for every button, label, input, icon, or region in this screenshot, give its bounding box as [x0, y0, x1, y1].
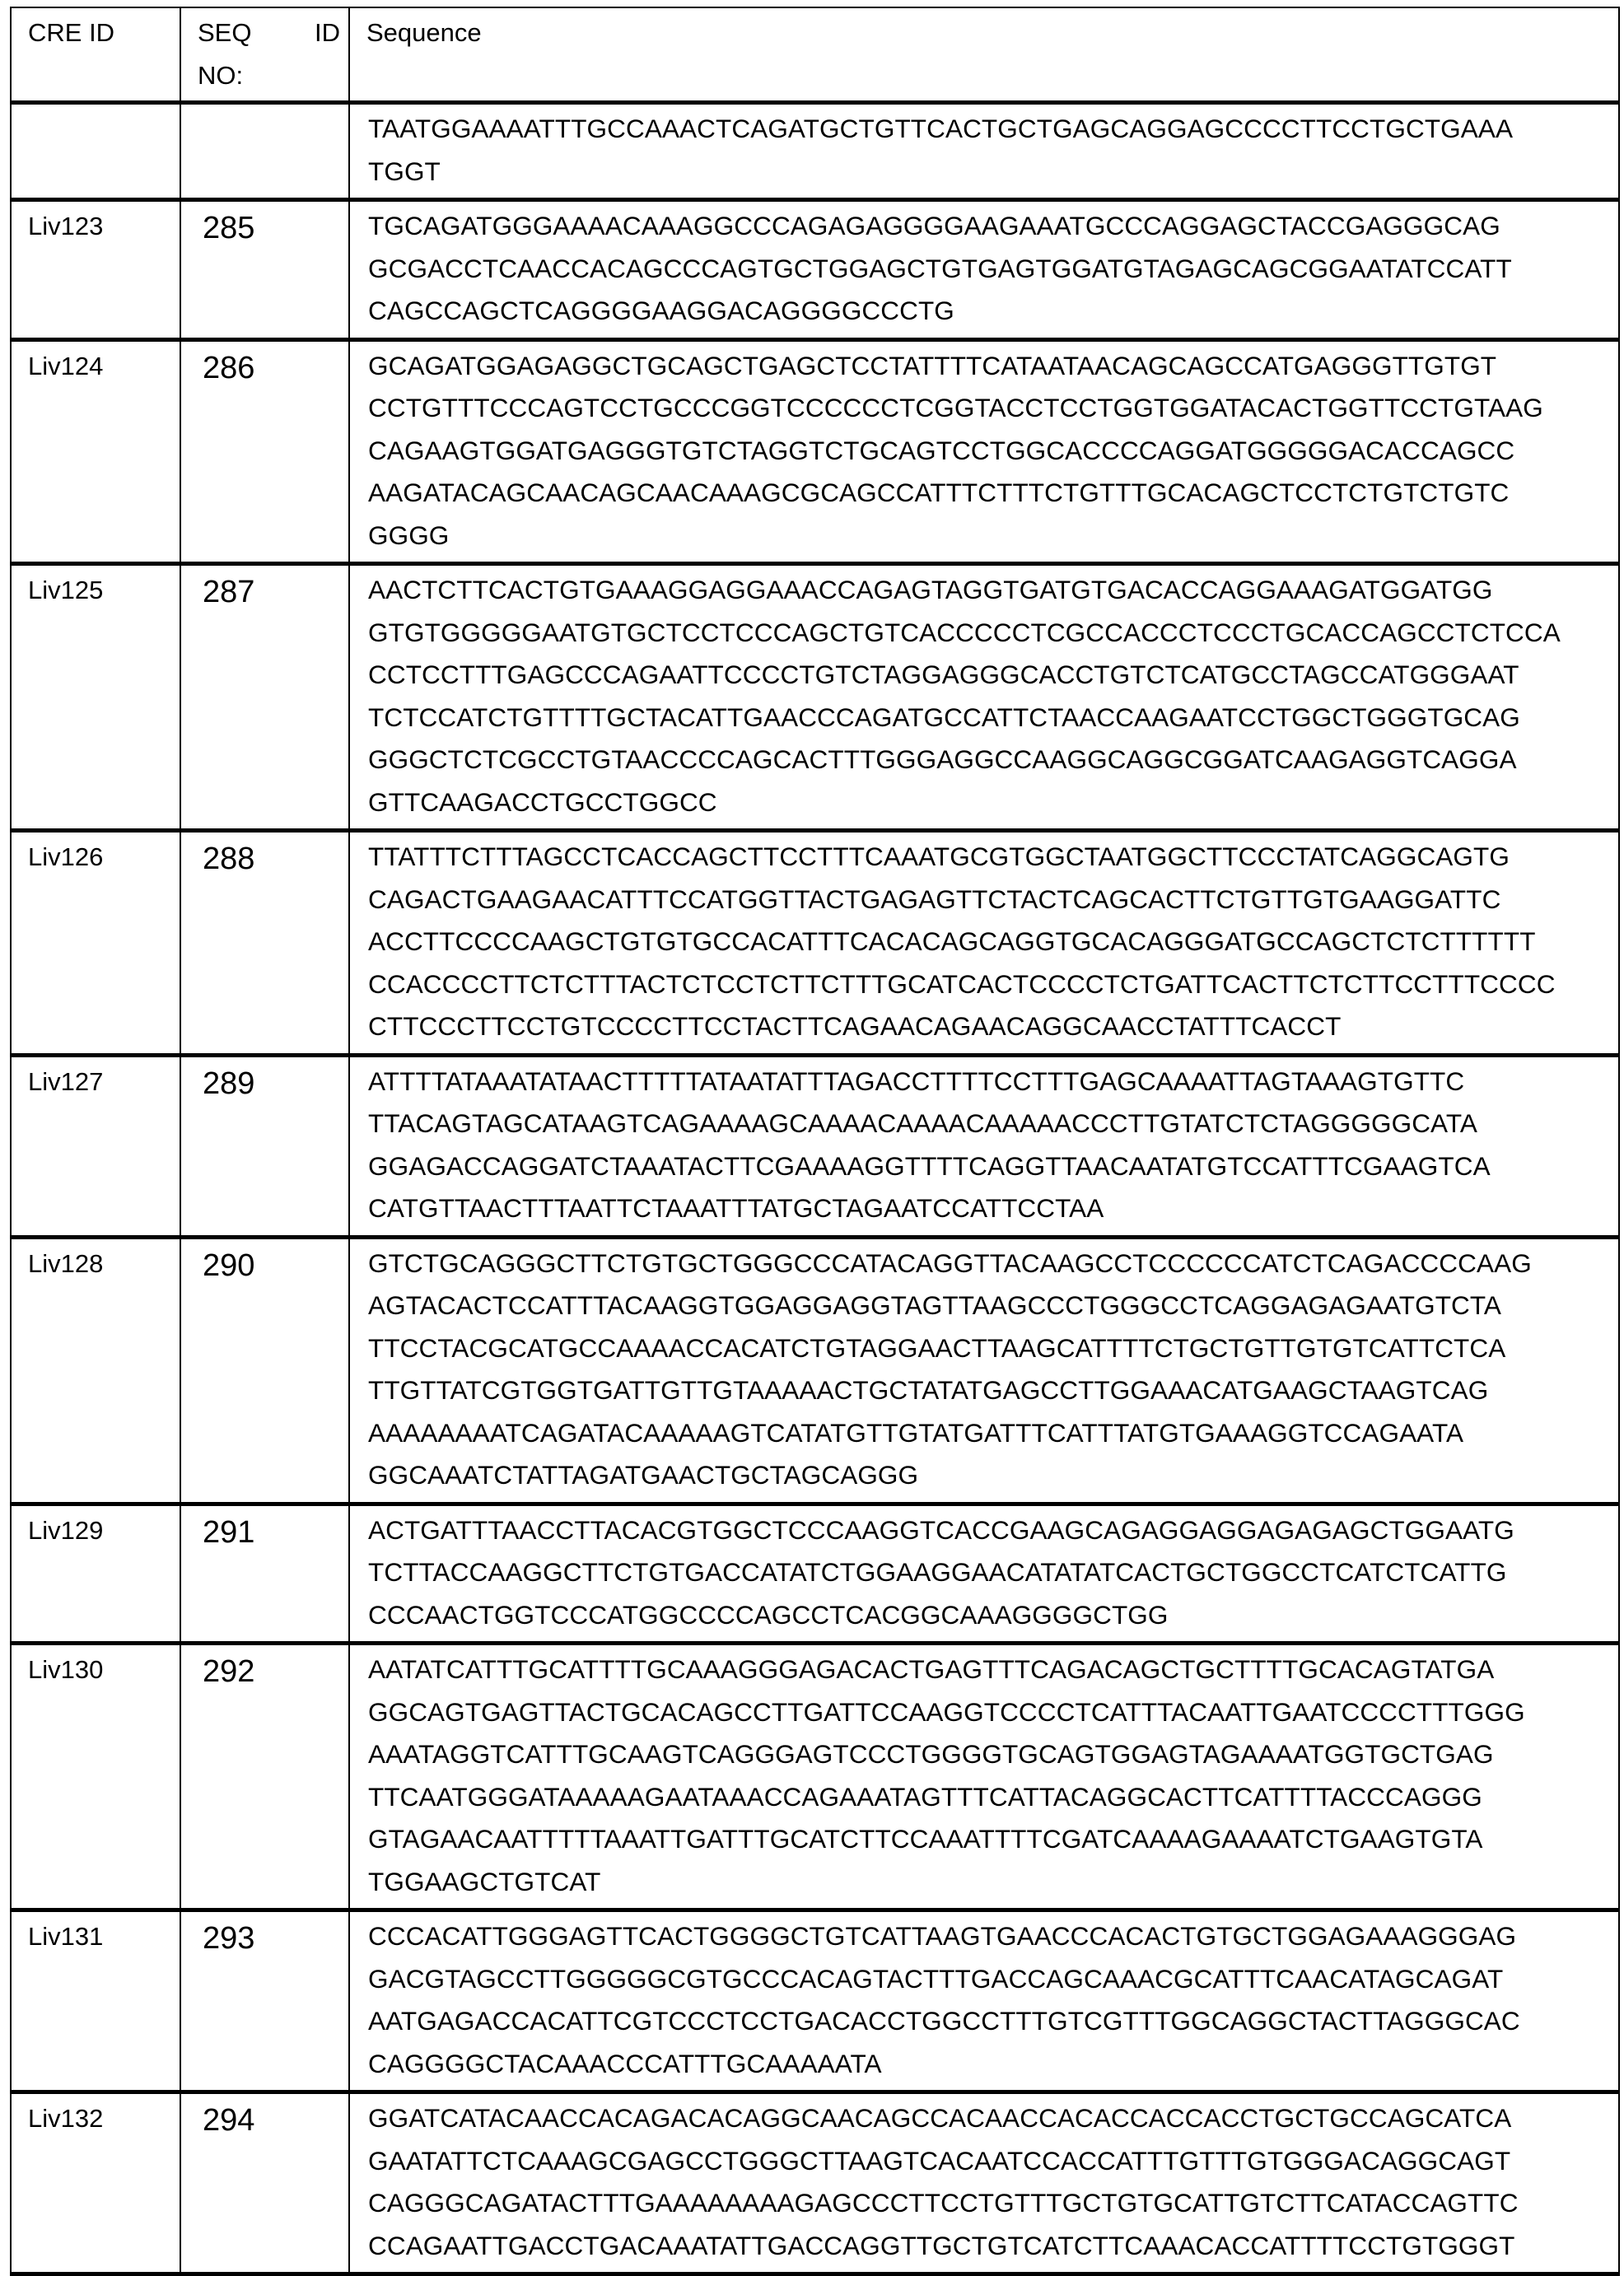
sequence-line: GCGACCTCAACCACAGCCCAGTGCTGGAGCTGTGAGTGGATGTAGAGCAGCGGAATATCCATT	[368, 253, 1512, 283]
sequence-table	[10, 7, 1620, 2276]
table-header-row	[11, 7, 1619, 103]
cre-id-cell: Liv123	[11, 200, 180, 340]
seq-id-no-cell: 288	[180, 831, 349, 1056]
sequence-line: CCCACATTGGGAGTTCACTGGGGCTGTCATTAAGTGAACCCACACTGTGCTGGAGAAAGGGAG	[368, 1921, 1517, 1951]
sequence-line: GGGG	[368, 520, 450, 550]
sequence-line: TGCAGATGGGAAAACAAAGGCCCAGAGAGGGGAAGAAATGCCCAGGAGCTACCGAGGGCAG	[368, 211, 1500, 240]
sequence-line: GTCTGCAGGGCTTCTGTGCTGGGCCCATACAGGTTACAAGCCTCCCCCCATCTCAGACCCCAAG	[368, 1248, 1532, 1278]
header-seq-id-no	[180, 7, 349, 103]
sequence-line: GTGTGGGGGAATGTGCTCCTCCCAGCTGTCACCCCCTCGCCACCCTCCCTGCACCAGCCTCTCCA	[368, 617, 1561, 647]
sequence-line: TCTCCATCTGTTTTGCTACATTGAACCCAGATGCCATTCTAACCAAGAATCCTGGCTGGGTGCAG	[368, 702, 1520, 732]
seq-id-no-cell: 290	[180, 1237, 349, 1504]
sequence-cell	[349, 2092, 1619, 2274]
table-row	[11, 1644, 1619, 1910]
seq-id-no-cell: 292	[180, 1644, 349, 1910]
sequence-cell	[349, 103, 1619, 200]
table-row	[11, 564, 1619, 831]
table-row	[11, 831, 1619, 1056]
sequence-cell	[349, 1055, 1619, 1237]
sequence-line: AAAAAAAATCAGATACAAAAAGTCATATGTTGTATGATTTCATTTATGTGAAAGGTCCAGAATA	[368, 1417, 1464, 1448]
header-sequence: Sequence	[349, 7, 1619, 103]
sequence-line: CCAGAATTGACCTGACAAATATTGACCAGGTTGCTGTCATCTTCAAACACCATTTTCCTGTGGGT	[368, 2230, 1515, 2260]
sequence-line: GACGTAGCCTTGGGGGCGTGCCCACAGTACTTTGACCAGCAAACGCATTTCAACATAGCAGAT	[368, 1963, 1504, 1994]
sequence-cell	[349, 1910, 1619, 2092]
sequence-cell	[349, 1237, 1619, 1504]
sequence-line: CCCAACTGGTCCCATGGCCCCAGCCTCACGGCAAAGGGGCTGG	[368, 1599, 1169, 1630]
sequence-line: GGAGACCAGGATCTAAATACTTCGAAAAGGTTTTCAGGTTAACAATATGTCCATTTCGAAGTCA	[368, 1150, 1491, 1181]
seq-id-no-cell	[180, 103, 349, 200]
cre-id-cell: Liv129	[11, 1504, 180, 1644]
sequence-line: TTCAATGGGATAAAAAGAATAAACCAGAAATAGTTTCATTACAGGCACTTCATTTTACCCAGGG	[368, 1781, 1482, 1812]
cre-id-cell: Liv127	[11, 1055, 180, 1237]
sequence-line: TAATGGAAAATTTGCCAAACTCAGATGCTGTTCACTGCTGAGCAGGAGCCCCTTCCTGCTGAAA	[368, 114, 1514, 143]
sequence-line: GAATATTCTCAAAGCGAGCCTGGGCTTAAGTCACAATCCACCATTTGTTTGTGGGACAGGCAGT	[368, 2145, 1511, 2176]
seq-id-no-cell: 286	[180, 339, 349, 564]
sequence-line: TTCCTACGCATGCCAAAACCACATCTGTAGGAACTTAAGCATTTTCTGCTGTTGTGTCATTCTCA	[368, 1332, 1506, 1363]
sequence-line: CCTCCTTTGAGCCCAGAATTCCCCTGTCTAGGAGGGCACCTGTCTCATGCCTAGCCATGGGAAT	[368, 660, 1519, 689]
sequence-line: GGATCATACAACCACAGACACAGGCAACAGCCACAACCACACCACCACCTGCTGCCAGCATCA	[368, 2103, 1512, 2133]
sequence-line: AATGAGACCACATTCGTCCCTCCTGACACCTGGCCTTTGTCGTTTGGCAGGCTACTTAGGGCAC	[368, 2006, 1520, 2036]
seq-id-no-cell: 285	[180, 200, 349, 340]
seq-id-no-cell: 287	[180, 564, 349, 831]
sequence-line: CTTCCCTTCCTGTCCCCTTCCTACTTCAGAACAGAACAGGCAACCTATTTCACCT	[368, 1011, 1342, 1041]
sequence-cell	[349, 831, 1619, 1056]
header-seq-id-part3: NO:	[198, 61, 244, 90]
sequence-line: GGGCTCTCGCCTGTAACCCCAGCACTTTGGGAGGCCAAGGCAGGCGGATCAAGAGGTCAGGA	[368, 744, 1517, 774]
table-row	[11, 200, 1619, 340]
sequence-line: CCTGTTTCCCAGTCCTGCCCGGTCCCCCCTCGGTACCTCCTGGTGGATACACTGGTTCCTGTAAG	[368, 393, 1543, 422]
sequence-line: TTACAGTAGCATAAGTCAGAAAAGCAAAACAAAACAAAAACCCTTGTATCTCTAGGGGGCATA	[368, 1108, 1477, 1138]
sequence-cell	[349, 200, 1619, 340]
table-row	[11, 1504, 1619, 1644]
sequence-line: GGCAGTGAGTTACTGCACAGCCTTGATTCCAAGGTCCCCTCATTTACAATTGAATCCCCTTTGGG	[368, 1696, 1525, 1727]
sequence-line: CAGACTGAAGAACATTTCCATGGTTACTGAGAGTTCTACTCAGCACTTCTGTTGTGAAGGATTC	[368, 884, 1501, 914]
sequence-line: AAGATACAGCAACAGCAACAAAGCGCAGCCATTTCTTTCTGTTTGCACAGCTCCTCTGTCTGTC	[368, 478, 1510, 507]
sequence-line: CCACCCCTTCTCTTTACTCTCCTCTTCTTTGCATCACTCCCCTCTGATTCACTTCTCTTCCTTTCCCC	[368, 968, 1556, 999]
sequence-line: GTAGAACAATTTTTAAATTGATTTGCATCTTCCAAATTTTCGATCAAAAGAAAATCTGAAGTGTA	[368, 1824, 1483, 1854]
sequence-line: GGCAAATCTATTAGATGAACTGCTAGCAGGG	[368, 1460, 919, 1490]
seq-id-no-cell: 294	[180, 2092, 349, 2274]
cre-id-cell	[11, 103, 180, 200]
seq-id-no-cell: 289	[180, 1055, 349, 1237]
table-row	[11, 2092, 1619, 2274]
cre-id-cell: Liv132	[11, 2092, 180, 2274]
sequence-line: ACTGATTTAACCTTACACGTGGCTCCCAAGGTCACCGAAGCAGAGGAGGAGAGAGCTGGAATG	[368, 1514, 1514, 1545]
sequence-cell	[349, 339, 1619, 564]
table-row	[11, 103, 1619, 200]
cre-id-cell: Liv131	[11, 1910, 180, 2092]
sequence-line: CAGCCAGCTCAGGGGAAGGACAGGGGCCCTG	[368, 296, 954, 325]
sequence-line: ATTTTATAAATATAACTTTTTATAATATTTAGACCTTTTCCTTTGAGCAAAATTAGTAAAGTGTTC	[368, 1066, 1465, 1096]
sequence-line: GTTCAAGACCTGCCTGGCC	[368, 786, 717, 817]
header-seq-id-part2: ID	[315, 18, 340, 47]
sequence-line: AAATAGGTCATTTGCAAGTCAGGGAGTCCCTGGGGTGCAGTGGAGTAGAAAATGGTGCTGAG	[368, 1739, 1494, 1769]
sequence-line: ACCTTCCCCAAGCTGTGTGCCACATTTCACACAGCAGGTGCACAGGGATGCCAGCTCTCTTTTTT	[368, 926, 1536, 956]
seq-id-no-cell: 291	[180, 1504, 349, 1644]
sequence-line: TTATTTCTTTAGCCTCACCAGCTTCCTTTCAAATGCGTGGCTAATGGCTTCCCTATCAGGCAGTG	[368, 842, 1510, 871]
table-row	[11, 1237, 1619, 1504]
sequence-cell	[349, 564, 1619, 831]
cre-id-cell: Liv126	[11, 831, 180, 1056]
sequence-line: TGGT	[368, 156, 441, 186]
sequence-line: AATATCATTTGCATTTTGCAAAGGGAGACACTGAGTTTCAGACAGCTGCTTTTGCACAGTATGA	[368, 1654, 1495, 1684]
table-row	[11, 339, 1619, 564]
header-cre-id: CRE ID	[11, 7, 180, 103]
cre-id-cell: Liv130	[11, 1644, 180, 1910]
table-row	[11, 1910, 1619, 2092]
seq-id-no-cell: 293	[180, 1910, 349, 2092]
sequence-line: TTGTTATCGTGGTGATTGTTGTAAAAACTGCTATATGAGCCTTGGAAACATGAAGCTAAGTCAG	[368, 1375, 1489, 1405]
sequence-line: CAGGGCAGATACTTTGAAAAAAAAGAGCCCTTCCTGTTTGCTGTGCATTGTCTTCATACCAGTTC	[368, 2188, 1519, 2218]
sequence-line: CAGGGGCTACAAACCCATTTGCAAAAATA	[368, 2048, 882, 2078]
sequence-line: CATGTTAACTTTAATTCTAAATTTATGCTAGAATCCATTCCTAA	[368, 1193, 1104, 1223]
sequence-line: GCAGATGGAGAGGCTGCAGCTGAGCTCCTATTTTCATAATAACAGCAGCCATGAGGGTTGTGT	[368, 350, 1497, 380]
sequence-cell	[349, 1644, 1619, 1910]
sequence-line: AGTACACTCCATTTACAAGGTGGAGGAGGTAGTTAAGCCCTGGGCCTCAGGAGAGAATGTCTA	[368, 1290, 1502, 1320]
header-seq-id-part1: SEQ	[198, 18, 252, 47]
sequence-cell	[349, 1504, 1619, 1644]
sequence-line: TGGAAGCTGTCAT	[368, 1866, 601, 1896]
cre-id-cell: Liv124	[11, 339, 180, 564]
table-body	[11, 103, 1619, 2274]
sequence-line: TCTTACCAAGGCTTCTGTGACCATATCTGGAAGGAACATATATCACTGCTGGCCTCATCTCATTG	[368, 1557, 1507, 1587]
cre-id-cell: Liv125	[11, 564, 180, 831]
table-row	[11, 1055, 1619, 1237]
sequence-line: AACTCTTCACTGTGAAAGGAGGAAACCAGAGTAGGTGATGTGACACCAGGAAAGATGGATGG	[368, 575, 1493, 604]
cre-id-cell: Liv128	[11, 1237, 180, 1504]
sequence-line: CAGAAGTGGATGAGGGTGTCTAGGTCTGCAGTCCTGGCACCCCAGGATGGGGGACACCAGCC	[368, 435, 1515, 465]
